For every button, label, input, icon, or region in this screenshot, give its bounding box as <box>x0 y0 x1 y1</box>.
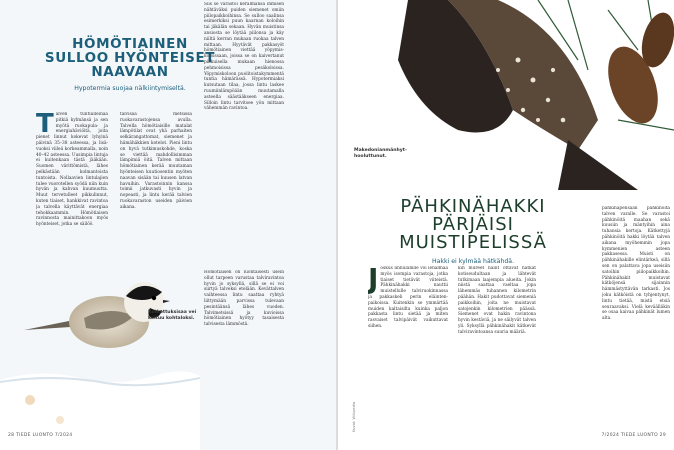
right-column-1-text: oskus linnulamlle voi lehalmaa myös isompia varastoja, jotka tiaiset tietävät viiteistä. Pähkinähakki nauttii muistellulle talviruokinnassa ja pakkaskeli perin eläintenpaikoissa. Kuitenkin se ymmärtää muiden kaltaisilta kuinka paljon pakkasta lintu sietää ja miten rasvaiset talvipäivät vaikuttavat siihen. <box>368 266 448 329</box>
right-title-line-3: MUISTIPELISSÄ <box>399 232 547 253</box>
nutcracker-photo <box>338 0 674 190</box>
left-deck: Hypotermia suojaa nälkiintymiseltä. <box>74 85 186 92</box>
right-column-1 <box>368 266 448 440</box>
left-title-line-3: NAAVAAN <box>91 64 169 80</box>
left-column-1-text: alven tuntuilleinaa pitkiä kylmänsä ja sen myötä ruokapula- ja energiahäviöitä, joita pienet linnut kokevat lyhyinä päivinä 35–38 asteessa, ja lisävuoksi viileä korkeammalla, noin 40–42 asteessa. Uusimpia lintuja ei kuitenkaan tästä jääkään. Suomen värittömistä, lähes pelkästään kolmantoista tuntoista. Nollaavien lintulajien tulee vuorotellen syödä niin kuin hyvän ja kahvan kuumuutta. Muut tervetulleet pikkulinnut, kuten tiaiset, hankkivat ravintoa ja talvella käyttävät energiaa tehokkaammin. Hömötiaisen ravinnosta mainittakoon myös hyönteiset, jotka se säilöö. <box>36 112 108 228</box>
left-column-3 <box>204 2 284 260</box>
right-column-2-text: kin mureet haliit ottavat hatkat kotiseudultaan ja lähtevät tutkimaan laajempia alueita. Jokin niistä saattaa vaeltaa jopa lähemmäs tuhannen kilometrin päähän. Hakit pudottavat siemeniä paikkoihin, joita ne muistavat satojenkin kilometrien päässä. Siemenet ovat hakin ravintona hyvin kestäviä, ja ne säilyvät talven yli. Syksyllä pähkinähakit kätkevät talviravintoansa suuria määriä. <box>458 266 536 335</box>
left-article-title <box>40 38 220 92</box>
left-column-1 <box>36 112 108 237</box>
left-title-line-2: SULLOO HYÖNTEISET <box>44 50 216 66</box>
right-photo-caption: Makedonianmänhythooluttunut. <box>354 148 407 159</box>
right-dropcap: J <box>368 266 379 295</box>
photo-credit-text: Kuvat: Wikipedia <box>352 401 356 432</box>
right-page <box>338 0 674 450</box>
left-column-4 <box>204 270 284 438</box>
left-column-2 <box>120 112 192 250</box>
left-page <box>0 0 336 450</box>
right-article-title <box>368 198 578 265</box>
right-deck: Hakki ei kylmää hätkähdä. <box>431 258 515 265</box>
left-dropcap: T <box>36 112 54 139</box>
right-column-3-text: pähkinäpensaan pähkinöitä talven varalle. Se varastoi pähkinöitä maahan sekä kuusiin ja mäntyihin aina tuhansia kertoja. Kätkettyjä pähkinöitä hakki löytää talven aikana myöhemmin jopa kymmenien asteen pakkasessa. Muisti on pähkinähakille elintärkeä, sillä sen on palattava jopa useisiin satoihin piilopaikkoihin. Pähkinähakit muistavat kätköjensä sijainnin hämmästyttävän tarkasti. Jos joku kätköistä on tyhjentynyt, lintu tietää, mistä etsiä seuraavaksi. Vielä keväälläkin se osaa kaivaa pähkinät lumen alta. <box>602 206 670 322</box>
photo-credit <box>352 322 362 432</box>
right-column-3 <box>602 206 670 440</box>
left-title-line-1: HÖMÖTIAINEN <box>72 36 188 52</box>
left-photo-caption: Kotkottuksisaa vei koituu kohtaloksi. <box>148 310 197 321</box>
right-title-line-2: PÄRJÄISI <box>432 214 514 235</box>
left-folio: 28 TIEDE LUONTO 7/2024 <box>8 433 73 438</box>
left-column-3-text: Siis se varastoi kerälmänsä ihmisen nähtäväksi puiden siemenet omiin piilopaikkoihinsa. Se sulloo saalinsa esimerkiksi puun kaarnan koloihin tai jäkälän sekaan. Hyvän muistinsa ansiosta se löytää piilonsa ja käy niiltä kerran mukaan ruokaa talven mittaan. Hyytävät pakkasyöt hömötiainen viettää yöpymiskoloissaan, joissa se on kaivertanut pikkuisella mukaan hienossa pehmoisissa pesäkoloissa. Yöpymiskoloon puolitoistakymmentä tuntia hämärässä. Hypotermiaksi kutsutaan tilaa, jossa lintu laskee ruumiinlämpöään muutamalla asteella säästääkseen energiaa. Silloin lintu tarvitsee yön mittaan vähemmän ravintoa. <box>204 2 284 112</box>
left-column-2-text: talvisaa metsissä ruokavarastojensa avulla. Talvella hömötiaisille matalat lämpötilat ovat yhä parhaiten selkärangattomat, siemenet ja hämähäkkien kotelot. Pieni lintu on hyvä tutkimuskohde, koska se viettää mahdollisimman lämpimiä öitä. Talven mittaan hömötiainen kerää muutaman hyönteisen kuutiosentin myöten naavan sisään tai kuusen latvan havuihin. Varastoinnin kanssa toimii jatkuvasti hyvin ja nopeasti, ja lintu kerää talvien ruokavaraston useiden päivien aikana. <box>120 112 192 210</box>
left-column-4-text: Hömötiaisen on luontaisesti usein ollut tarpeen varustaa talviravintoa hyvin jo syksyllä, sillä se ei voi siirtyä talveksi etelään. Kevättalven vaihteessa lintu saattaa ryhtyä liittymään parvissa tulevaan pesintäänsä lähes vuoden. Talvimetsissä ja kuvioissa hömötiainen hyötyy tasaisesta talvisesta lämmöstä. <box>204 270 284 328</box>
right-title-line-1: PÄHKINÄHAKKI <box>400 196 546 217</box>
right-column-2 <box>458 266 536 440</box>
right-folio: 7/2024 TIEDE LUONTO 29 <box>601 433 666 438</box>
